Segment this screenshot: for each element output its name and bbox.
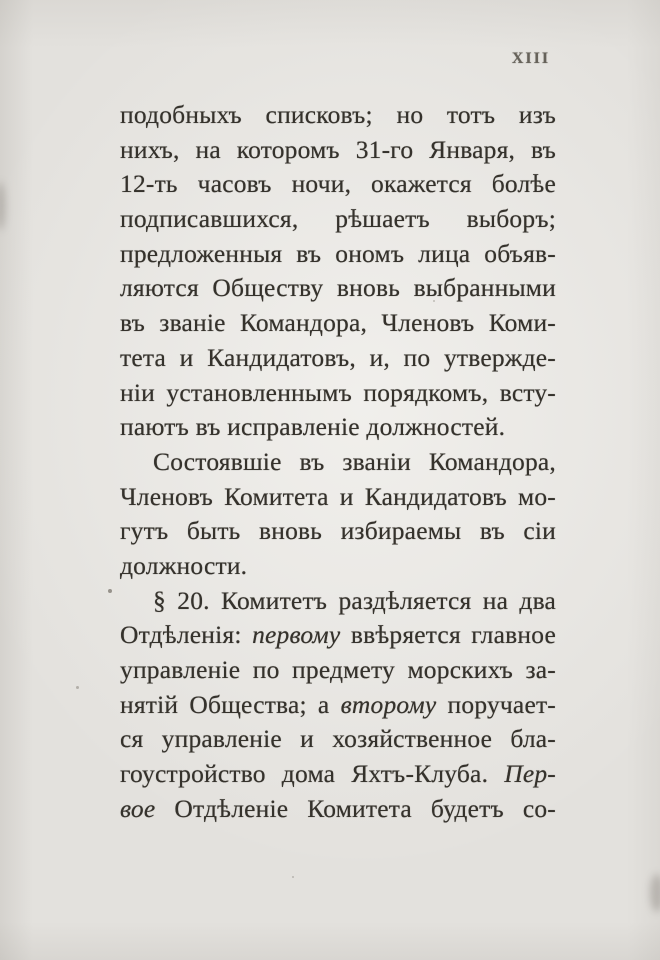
text-segment: Отдѣленія: — [120, 620, 253, 650]
text-line — [120, 688, 556, 723]
text-segment: нихъ, на которомъ 31-го Января, въ — [120, 134, 556, 164]
text-segment: гоустройство дома Яхтъ-Клуба. — [120, 759, 505, 789]
text-segment: предложенныя въ ономъ лица объяв- — [120, 238, 556, 268]
text-line-section-20 — [120, 584, 556, 619]
text-segment-italic: Пер- — [504, 759, 556, 789]
text-line — [120, 237, 556, 272]
text-line — [120, 722, 556, 757]
text-line — [120, 410, 556, 445]
paper-smudge — [0, 182, 5, 230]
text-segment: Членовъ Комитета и Кандидатовъ мо- — [120, 481, 556, 511]
text-segment: управленіе по предмету морскихъ за- — [120, 655, 556, 684]
text-segment: нятій Общества; а — [120, 689, 341, 719]
text-line — [120, 167, 556, 202]
text-segment: должности. — [120, 550, 248, 580]
text-line — [120, 792, 556, 827]
text-segment: подобныхъ списковъ; но тотъ изъ — [120, 100, 556, 129]
text-line — [120, 306, 556, 341]
text-line — [120, 341, 556, 376]
paper-speck — [433, 300, 435, 302]
text-line — [120, 202, 556, 237]
text-segment: § 20. Комитетъ раздѣляется на два — [153, 585, 556, 615]
text-segment: ся управленіе и хозяйственное бла- — [120, 724, 556, 754]
text-segment: гутъ быть вновь избираемы въ сіи — [120, 516, 556, 546]
text-segment: подписавшихся, рѣшаетъ выборъ; — [120, 204, 556, 234]
text-segment: ніи установленнымъ порядкомъ, всту- — [120, 377, 556, 407]
text-line — [120, 618, 556, 653]
text-segment: Отдѣленіе Комитета будетъ со- — [155, 793, 556, 823]
paper-speck — [76, 686, 79, 689]
text-segment: ввѣряется главное — [340, 620, 556, 650]
text-segment: паютъ въ исправленіе должностей. — [120, 412, 506, 442]
page-number: XIII — [511, 50, 551, 67]
text-line — [120, 271, 556, 306]
text-segment-italic: первому — [252, 620, 341, 650]
text-line — [120, 757, 556, 792]
text-line — [120, 653, 556, 688]
text-line — [120, 98, 556, 133]
text-segment: 12-ть часовъ ночи, окажется болѣе — [120, 169, 556, 199]
paper-speck — [292, 876, 294, 878]
text-line — [120, 549, 556, 584]
paper-smudge — [650, 874, 660, 912]
text-segment-italic: второму — [340, 689, 437, 719]
text-segment: ляются Обществу вновь выбранными — [120, 273, 556, 303]
text-line — [120, 133, 556, 168]
paper-speck — [108, 589, 112, 593]
text-line — [120, 514, 556, 549]
text-line-paragraph-start — [120, 445, 556, 480]
text-line — [120, 480, 556, 515]
text-segment: въ званіе Командора, Членовъ Коми- — [120, 308, 556, 338]
text-block — [120, 98, 556, 826]
text-segment: тета и Кандидатовъ, и, по утвержде- — [120, 342, 556, 372]
text-segment: поручает- — [436, 689, 556, 719]
text-segment: Состоявшіе въ званіи Командора, — [153, 446, 556, 476]
text-line — [120, 376, 556, 411]
text-segment-italic: вое — [120, 793, 156, 823]
